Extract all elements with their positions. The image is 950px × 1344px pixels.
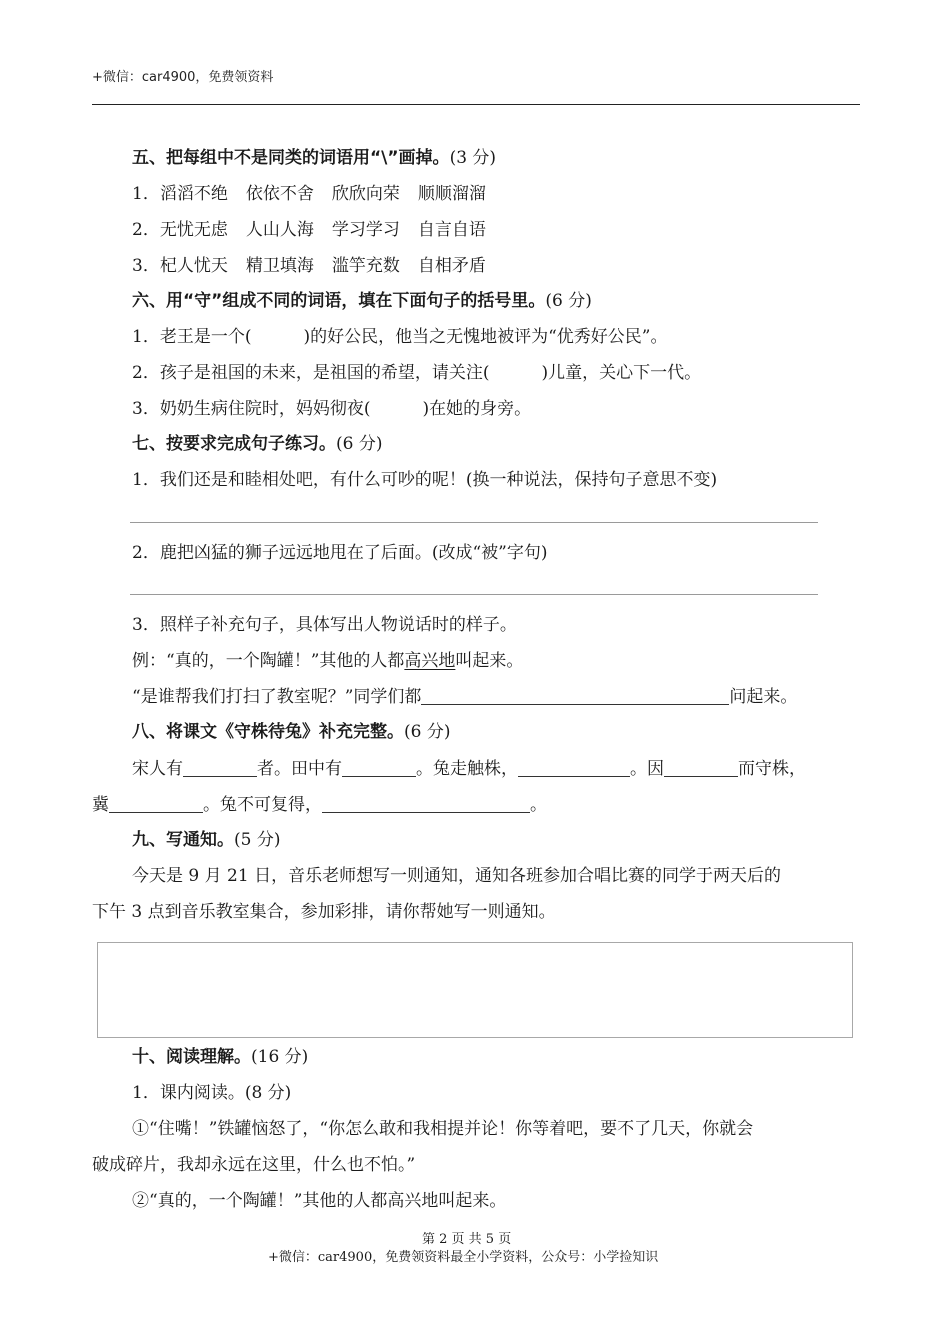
reading-para-1-cont: 破成碎片，我却永远在这里，什么也不怕。” [92,1155,416,1175]
fill-blank[interactable] [322,794,530,813]
section-7-q2: 2．鹿把凶猛的狮子远远地甩在了后面。(改成“被”字句) [132,543,548,563]
section-6-score: (6 分) [545,291,592,311]
section-7-title [132,433,382,455]
header-divider [92,104,860,105]
example-text: 例：“真的，一个陶罐！”其他的人都 [132,651,405,671]
passage-text: 者。田中有 [257,759,342,779]
word: 滥竽充数 [331,256,400,276]
q-text: )儿童，关心下一代。 [541,363,702,383]
section-9-score: (5 分) [234,830,281,850]
word: 人山人海 [245,220,314,240]
word: 滔滔不绝 [159,184,228,204]
section-8-heading: 八、将课文《守株待兔》补充完整。 [132,722,404,742]
section-7-score: (6 分) [336,434,383,454]
fill-text: “是谁帮我们打扫了教室呢？”同学们都 [132,687,422,707]
section-10-heading: 十、阅读理解。 [132,1047,251,1067]
reading-para-1: ①“住嘴！”铁罐恼怒了，“你怎么敢和我相提并论！你等着吧，要不了几天，你就会 [132,1119,754,1139]
section-7-fill [132,686,797,708]
section-8-title [132,721,450,743]
header-note: +微信：car4900，免费领资料 [92,70,274,85]
passage-text: 。因 [630,759,664,779]
q-text: 2．孩子是祖国的未来，是祖国的希望，请关注( [132,363,490,383]
section-10-title [132,1046,308,1068]
fill-text: 问起来。 [729,687,798,707]
word: 顺顺溜溜 [417,184,486,204]
section-6-heading: 六、用“守”组成不同的词语，填在下面句子的括号里。 [132,291,546,311]
word: 无忧无虑 [159,220,228,240]
fill-blank[interactable] [109,794,203,813]
section-9-heading: 九、写通知。 [132,830,234,850]
section-5-row-2 [132,219,486,241]
row-number: 1． [132,184,160,204]
section-6-title [132,290,592,312]
example-text: 叫起来。 [455,651,524,671]
example-underlined: 高兴地 [404,651,456,671]
word: 自相矛盾 [417,256,486,276]
section-7-example [132,650,523,672]
q-text: 3．奶奶生病住院时，妈妈彻夜( [132,399,371,419]
section-8-score: (6 分) [404,722,451,742]
word: 学习学习 [331,220,400,240]
section-7-heading: 七、按要求完成句子练习。 [132,434,336,454]
word: 精卫填海 [245,256,314,276]
notice-answer-box[interactable] [97,942,853,1038]
passage-text: 。兔不可复得， [203,795,322,815]
reading-para-2: ②“真的，一个陶罐！”其他的人都高兴地叫起来。 [132,1191,507,1211]
section-9-title [132,829,280,851]
q-text: 1．老王是一个( [132,327,252,347]
answer-line[interactable] [130,594,818,595]
passage-text: 宋人有 [132,759,183,779]
q-text: )在她的身旁。 [422,399,532,419]
section-10-score: (16 分) [251,1047,309,1067]
q-text: )的好公民，他当之无愧地被评为“优秀好公民”。 [303,327,668,347]
section-7-q1: 1．我们还是和睦相处吧，有什么可吵的呢！(换一种说法，保持句子意思不变) [132,470,718,490]
section-10-sub: 1．课内阅读。(8 分) [132,1083,292,1103]
section-8-line-1 [132,758,806,780]
section-6-q3 [132,398,531,420]
page-number: 第 2 页 共 5 页 [422,1232,512,1247]
row-number: 2． [132,220,160,240]
fill-blank[interactable] [518,758,630,777]
passage-text: 冀 [92,795,109,815]
section-7-q3: 3．照样子补充句子，具体写出人物说话时的样子。 [132,615,517,635]
section-5-row-3 [132,255,486,277]
passage-text: 而守株， [738,759,806,779]
section-5-score: (3 分) [449,148,497,168]
answer-line[interactable] [130,522,818,523]
word: 依依不舍 [245,184,314,204]
fill-blank[interactable] [664,758,738,777]
section-5-title [132,147,496,169]
fill-blank[interactable] [421,686,729,705]
word: 自言自语 [417,220,486,240]
section-9-text-2: 下午 3 点到音乐教室集合，参加彩排，请你帮她写一则通知。 [92,902,556,922]
footer-note: +微信：car4900，免费领资料最全小学资料，公众号：小学捡知识 [268,1250,659,1265]
section-6-q1 [132,326,667,348]
fill-blank[interactable] [183,758,257,777]
section-8-line-2 [92,794,547,816]
section-9-text-1: 今天是 9 月 21 日，音乐老师想写一则通知，通知各班参加合唱比赛的同学于两天后的 [132,866,782,886]
word: 欣欣向荣 [331,184,400,204]
row-number: 3． [132,256,160,276]
word: 杞人忧天 [159,256,228,276]
passage-text: 。兔走触株， [416,759,518,779]
passage-text: 。 [530,795,547,815]
fill-blank[interactable] [342,758,416,777]
section-5-heading: 五、把每组中不是同类的词语用“\”画掉。 [132,148,450,168]
section-6-q2 [132,362,701,384]
section-5-row-1 [132,183,486,205]
